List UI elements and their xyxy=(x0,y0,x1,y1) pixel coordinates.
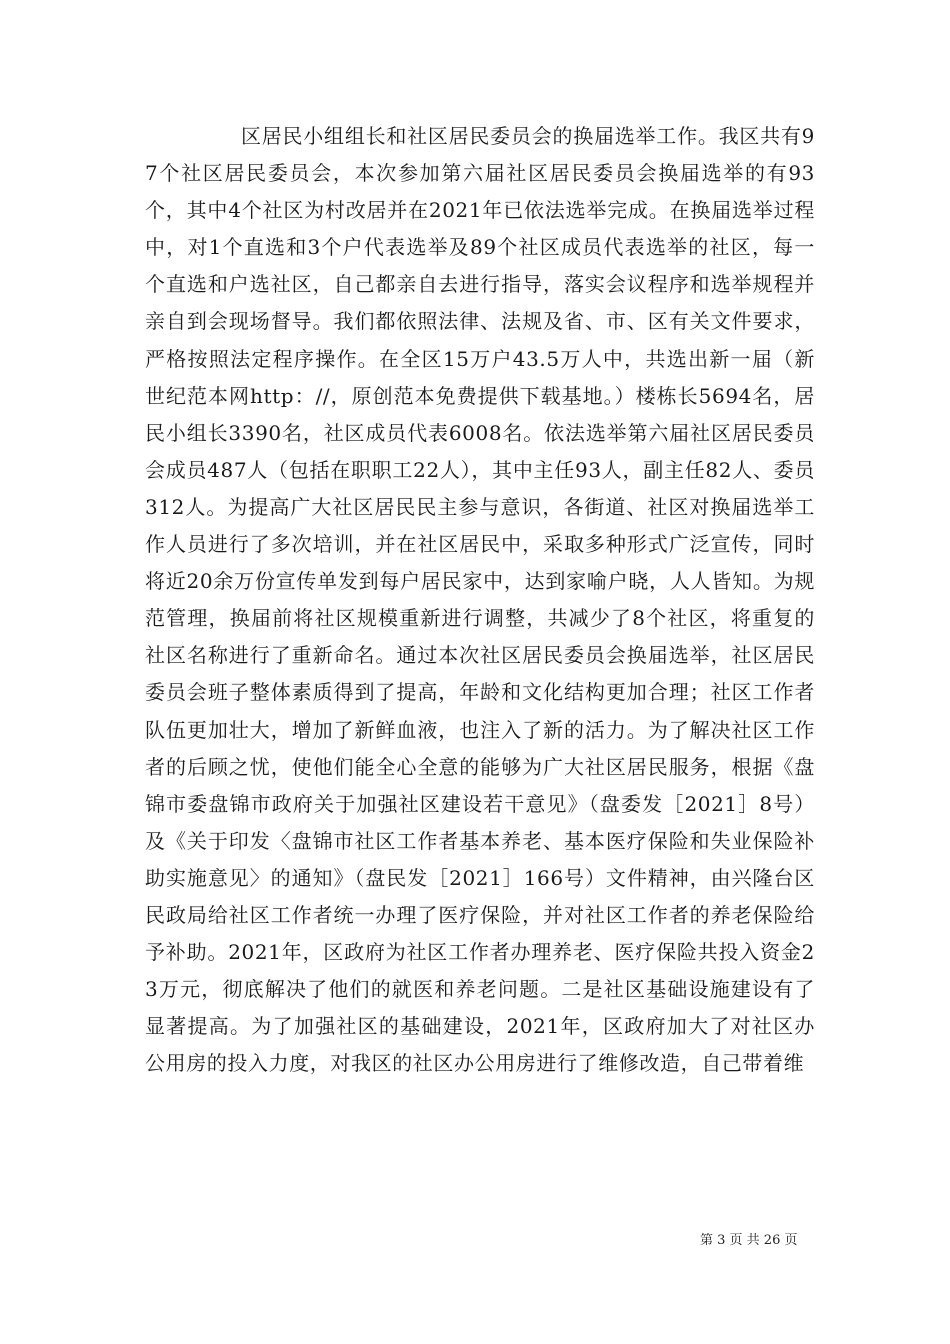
page-number-footer: 第 3 页 共 26 页 xyxy=(700,1233,798,1248)
body-paragraph: 区居民小组组长和社区居民委员会的换届选举工作。我区共有97个社区居民委员会，本次参加第六届社区居民委员会换届选举的有93个，其中4个社区为村改居并在2021年已依法选举完成。在换届选举过程中，对1个直选和3个户代表选举及89个社区成员代表选举的社区，每一个直选和户选社区，自己都亲自去进行指导，落实会议程序和选举规程并亲自到会现场督导。我们都依照法律、法规及省、市、区有关文件要求，严格按照法定程序操作。在全区15万户43.5万人中，共选出新一届（新世纪范本网http：//，原创范本免费提供下载基地。）楼栋长5694名，居民小组长3390名，社区成员代表6008名。依法选举第六届社区居民委员会成员487人（包括在职职工22人），其中主任93人，副主任82人、委员312人。为提高广大社区居民民主参与意识，各街道、社区对换届选举工作人员进行了多次培训，并在社区居民中，采取多种形式广泛宣传，同时将近20余万份宣传单发到每户居民家中，达到家喻户晓，人人皆知。为规范管理，换届前将社区规模重新进行调整，共减少了8个社区，将重复的社区名称进行了重新命名。通过本次社区居民委员会换届选举，社区居民委员会班子整体素质得到了提高，年龄和文化结构更加合理；社区工作者队伍更加壮大，增加了新鲜血液，也注入了新的活力。为了解决社区工作者的后顾之忧，使他们能全心全意的能够为广大社区居民服务，根据《盘锦市委盘锦市政府关于加强社区建设若干意见》（盘委发［2021］8号）及《关于印发〈盘锦市社区工作者基本养老、基本医疗保险和失业保险补助实施意见〉的通知》（盘民发［2021］166号）文件精神，由兴隆台区民政局给社区工作者统一办理了医疗保险，并对社区工作者的养老保险给予补助。2021年，区政府为社区工作者办理养老、医疗保险共投入资金23万元，彻底解决了他们的就医和养老问题。二是社区基础设施建设有了显著提高。为了加强社区的基础建设，2021年，区政府加大了对社区办公用房的投入力度，对我区的社区办公用房进行了维修改造，自己带着维 xyxy=(145,124,815,1076)
